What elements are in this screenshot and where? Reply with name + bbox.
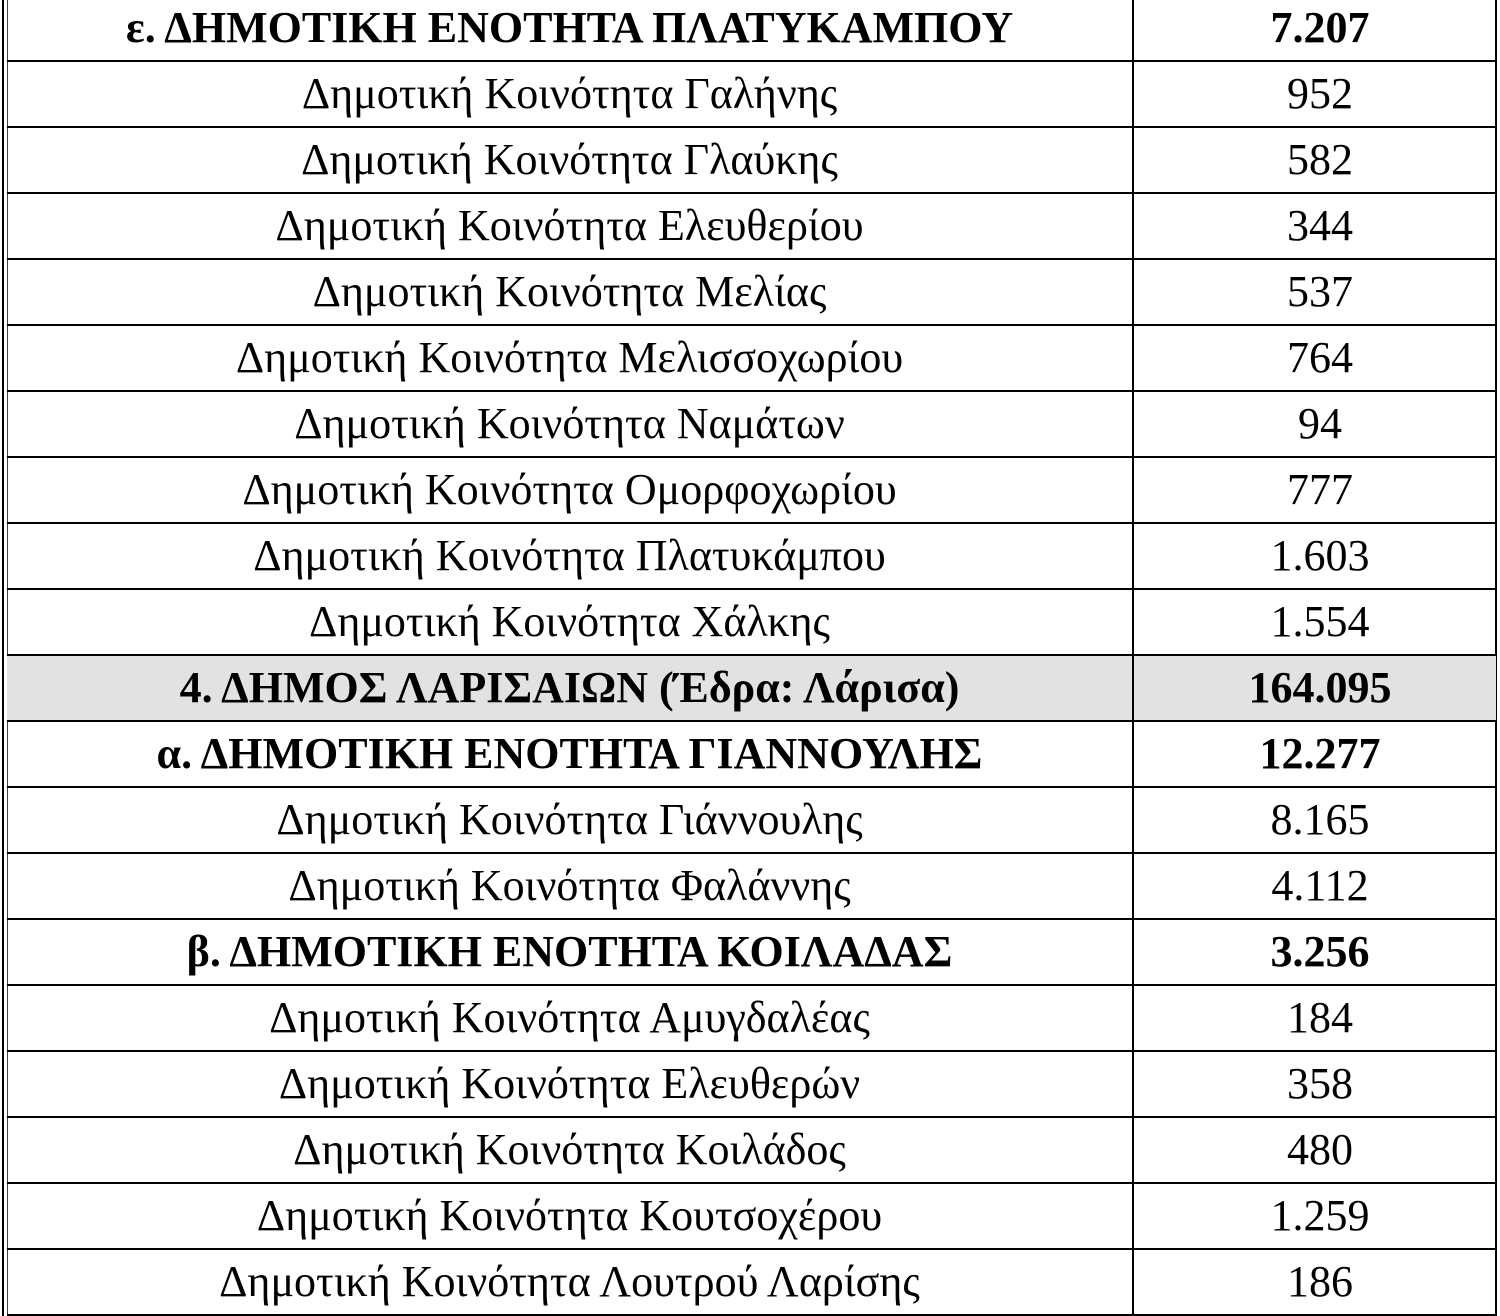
population-table <box>7 0 1496 1316</box>
community-name-cell: Δημοτική Κοινότητα Φαλάννης <box>7 853 1133 919</box>
community-name-cell: Δημοτική Κοινότητα Μελισσοχωρίου <box>7 325 1133 391</box>
community-name-cell: Δημοτική Κοινότητα Κοιλάδος <box>7 1117 1133 1183</box>
population-cell: 12.277 <box>1133 721 1496 787</box>
table-row <box>7 457 1496 523</box>
table-row <box>7 0 1496 61</box>
community-name-cell: Δημοτική Κοινότητα Χάλκης <box>7 589 1133 655</box>
community-name-cell: Δημοτική Κοινότητα Μελίας <box>7 259 1133 325</box>
population-cell: 952 <box>1133 61 1496 127</box>
community-name-cell: Δημοτική Κοινότητα Αμυγδαλέας <box>7 985 1133 1051</box>
population-cell: 8.165 <box>1133 787 1496 853</box>
population-cell: 764 <box>1133 325 1496 391</box>
table-row <box>7 787 1496 853</box>
table-left-border <box>2 0 4 1316</box>
community-name-cell: ε. ΔΗΜΟΤΙΚΗ ΕΝΟΤΗΤΑ ΠΛΑΤΥΚΑΜΠΟΥ <box>7 0 1133 61</box>
table-row <box>7 61 1496 127</box>
table-row <box>7 127 1496 193</box>
population-cell: 480 <box>1133 1117 1496 1183</box>
community-name-cell: α. ΔΗΜΟΤΙΚΗ ΕΝΟΤΗΤΑ ΓΙΑΝΝΟΥΛΗΣ <box>7 721 1133 787</box>
community-name-cell: Δημοτική Κοινότητα Ομορφοχωρίου <box>7 457 1133 523</box>
community-name-cell: Δημοτική Κοινότητα Λουτρού Λαρίσης <box>7 1249 1133 1315</box>
table-row <box>7 1183 1496 1249</box>
population-cell: 1.554 <box>1133 589 1496 655</box>
population-cell: 186 <box>1133 1249 1496 1315</box>
community-name-cell: Δημοτική Κοινότητα Ναμάτων <box>7 391 1133 457</box>
table-row <box>7 655 1496 721</box>
community-name-cell: Δημοτική Κοινότητα Κουτσοχέρου <box>7 1183 1133 1249</box>
table-row <box>7 391 1496 457</box>
table-row <box>7 721 1496 787</box>
table-row <box>7 853 1496 919</box>
population-cell: 537 <box>1133 259 1496 325</box>
table-row <box>7 1249 1496 1315</box>
table-row <box>7 919 1496 985</box>
population-cell: 582 <box>1133 127 1496 193</box>
table-row <box>7 589 1496 655</box>
community-name-cell: 4. ΔΗΜΟΣ ΛΑΡΙΣΑΙΩΝ (Έδρα: Λάρισα) <box>7 655 1133 721</box>
population-table-body <box>7 0 1496 1315</box>
population-cell: 1.603 <box>1133 523 1496 589</box>
population-cell: 4.112 <box>1133 853 1496 919</box>
table-row <box>7 1117 1496 1183</box>
population-cell: 164.095 <box>1133 655 1496 721</box>
population-cell: 777 <box>1133 457 1496 523</box>
population-cell: 184 <box>1133 985 1496 1051</box>
population-cell: 94 <box>1133 391 1496 457</box>
population-cell: 344 <box>1133 193 1496 259</box>
community-name-cell: Δημοτική Κοινότητα Γιάννουλης <box>7 787 1133 853</box>
community-name-cell: Δημοτική Κοινότητα Πλατυκάμπου <box>7 523 1133 589</box>
community-name-cell: Δημοτική Κοινότητα Ελευθερίου <box>7 193 1133 259</box>
table-row <box>7 325 1496 391</box>
table-row <box>7 1051 1496 1117</box>
population-cell: 1.259 <box>1133 1183 1496 1249</box>
community-name-cell: Δημοτική Κοινότητα Γαλήνης <box>7 61 1133 127</box>
table-row <box>7 193 1496 259</box>
population-cell: 358 <box>1133 1051 1496 1117</box>
population-cell: 7.207 <box>1133 0 1496 61</box>
population-cell: 3.256 <box>1133 919 1496 985</box>
table-row <box>7 523 1496 589</box>
table-row <box>7 259 1496 325</box>
community-name-cell: β. ΔΗΜΟΤΙΚΗ ΕΝΟΤΗΤΑ ΚΟΙΛΑΔΑΣ <box>7 919 1133 985</box>
community-name-cell: Δημοτική Κοινότητα Ελευθερών <box>7 1051 1133 1117</box>
community-name-cell: Δημοτική Κοινότητα Γλαύκης <box>7 127 1133 193</box>
table-row <box>7 985 1496 1051</box>
